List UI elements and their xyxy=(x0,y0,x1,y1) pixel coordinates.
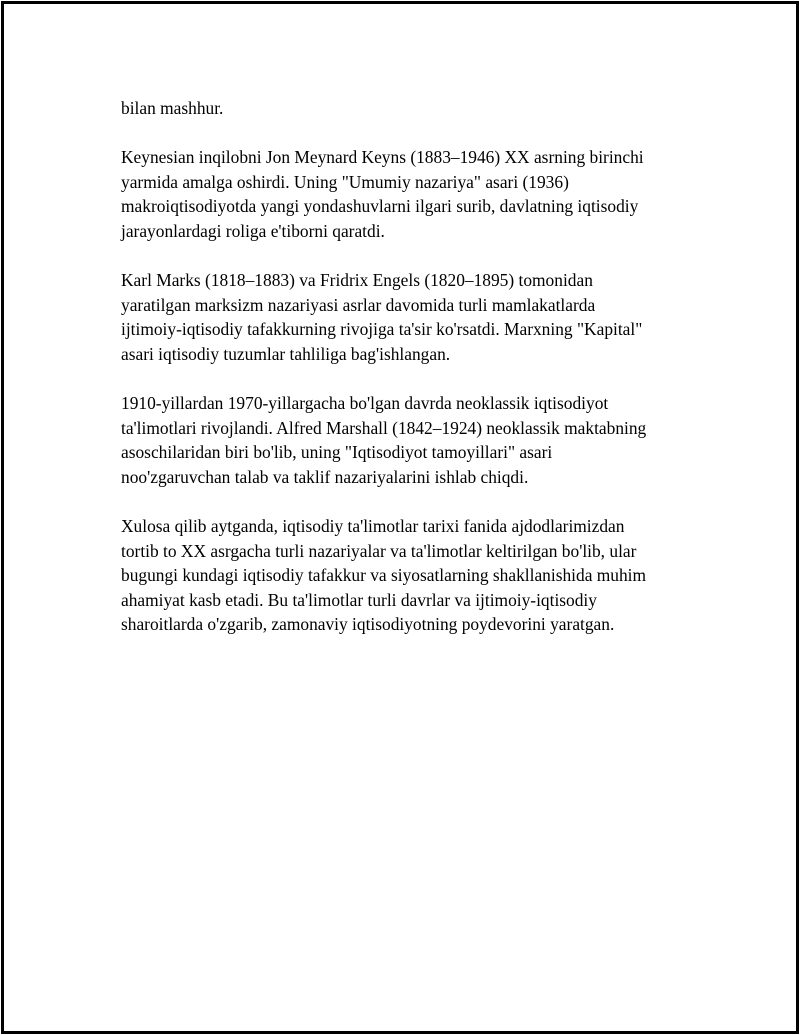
paragraph-marx-engels: Karl Marks (1818–1883) va Fridrix Engels (1820–1895) tomonidan yaratilgan marksizm nazariyasi asrlar davomida turli mamlakatlarda ijtimoiy-iqtisodiy tafakkurning rivojiga ta'sir ko'rsatdi. Marxning "Kapital" asari iqtisodiy tuzumlar tahliliga bag'ishlangan. xyxy=(121,270,643,364)
paragraph-keynes: Keynesian inqilobni Jon Meynard Keyns (1883–1946) XX asrning birinchi yarmida amalga oshirdi. Uning "Umumiy nazariya" asari (1936) makroiqtisodiyotda yangi yondashuvlarni ilgari surib, davlatning iqtisodiy jarayonlardagi roliga e'tiborni qaratdi. xyxy=(121,147,644,241)
paragraph-conclusion: Xulosa qilib aytganda, iqtisodiy ta'limotlar tarixi fanida ajdodlarimizdan tortib to XX asrgacha turli nazariyalar va ta'limotlar keltirilgan bo'lib, ular bugungi kundagi iqtisodiy tafakkur va siyosatlarning shakllanishida muhim ahamiyat kasb etadi. Bu ta'limotlar turli davrlar va ijtimoiy-iqtisodiy sharoitlarda o'zgarib, zamonaviy iqtisodiyotning poydevorini yaratgan. xyxy=(121,516,647,635)
document-page xyxy=(1,1,799,1034)
document-body xyxy=(121,96,681,662)
paragraph-continuation: bilan mashhur. xyxy=(121,98,224,118)
paragraph-neoclassical: 1910-yillardan 1970-yillargacha bo'lgan davrda neoklassik iqtisodiyot ta'limotlari rivojlandi. Alfred Marshall (1842–1924) neoklassik maktabning asoschilaridan biri bo'lib, uning "Iqtisodiyot tamoyillari" asari noo'zgaruvchan talab va taklif nazariyalarini ishlab chiqdi. xyxy=(121,393,647,487)
